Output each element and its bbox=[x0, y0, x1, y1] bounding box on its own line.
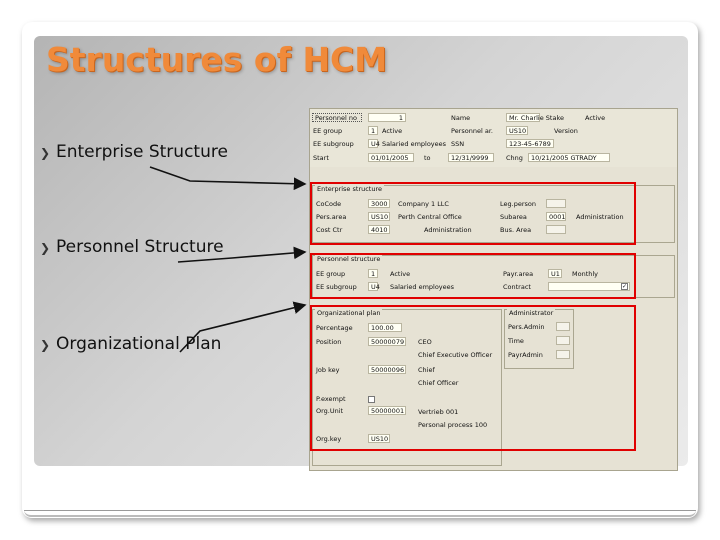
status-text: Active bbox=[585, 114, 606, 122]
contract-label: Contract bbox=[503, 283, 531, 291]
costctr-field: 4010 bbox=[368, 225, 390, 234]
cocode-label: CoCode bbox=[316, 200, 342, 208]
orgkey-field: US10 bbox=[368, 434, 390, 443]
eegroup-code: 1 bbox=[368, 126, 378, 135]
name-label: Name bbox=[451, 114, 471, 122]
eegroup-text: Active bbox=[382, 127, 403, 135]
admin-item-time: Time bbox=[508, 337, 524, 345]
administrator-title: Administrator bbox=[509, 309, 554, 317]
ps-eesubgroup-label: EE subgroup bbox=[316, 283, 357, 291]
position-text2: Chief Executive Officer bbox=[418, 351, 493, 359]
payrarea-label: Payr.area bbox=[503, 270, 534, 278]
payrarea-text: Monthly bbox=[572, 270, 599, 278]
costctr-text: Administration bbox=[424, 226, 472, 234]
chng-label: Chng bbox=[506, 154, 523, 162]
subarea-text: Administration bbox=[576, 213, 624, 221]
busarea-label: Bus. Area bbox=[500, 226, 532, 234]
pernr-label: Personnel no bbox=[312, 113, 362, 122]
jobkey-label: Job key bbox=[316, 366, 340, 374]
enterprise-structure-title: Enterprise structure bbox=[317, 185, 382, 193]
jobkey-field: 50000096 bbox=[368, 365, 406, 374]
pernr-field[interactable]: 1 bbox=[368, 113, 406, 122]
percentage-field[interactable]: 100.00 bbox=[368, 323, 402, 332]
bullet-label: Enterprise Structure bbox=[56, 142, 228, 162]
orgunit-label: Org.Unit bbox=[316, 407, 344, 415]
arrow-enterprise bbox=[150, 167, 305, 184]
subarea-field: 0001 bbox=[546, 212, 566, 221]
cocode-text: Company 1 LLC bbox=[398, 200, 449, 208]
start-field[interactable]: 01/01/2005 bbox=[368, 153, 414, 162]
persarea-label: Personnel ar. bbox=[451, 127, 493, 135]
eesubgroup-code: U4 bbox=[368, 139, 378, 148]
bullet-icon: ❯ bbox=[40, 338, 51, 352]
arrow-personnel bbox=[178, 252, 305, 262]
ps-eegroup-field: 1 bbox=[368, 269, 378, 278]
orgkey-label: Org.key bbox=[316, 435, 342, 443]
payrarea-field: U1 bbox=[548, 269, 562, 278]
ps-eegroup-text: Active bbox=[390, 270, 411, 278]
arrow-orgplan bbox=[180, 305, 305, 352]
legperson-label: Leg.person bbox=[500, 200, 536, 208]
orgunit-text1: Vertrieb 001 bbox=[418, 408, 459, 416]
jobkey-text2: Chief Officer bbox=[418, 379, 459, 387]
eegroup-label: EE group bbox=[313, 127, 343, 135]
chng-field: 10/21/2005 GTRADY bbox=[528, 153, 610, 162]
orgunit-text2: Personal process 100 bbox=[418, 421, 488, 429]
subarea-label: Subarea bbox=[500, 213, 527, 221]
personnel-structure-title: Personnel structure bbox=[317, 255, 381, 263]
jobkey-text1: Chief bbox=[418, 366, 435, 374]
admin-item-payradmin: PayrAdmin bbox=[508, 351, 543, 359]
eesubgroup-text: Salaried employees bbox=[382, 140, 447, 148]
contract-dropdown-icon[interactable]: ✓ bbox=[622, 283, 628, 290]
ssn-label: SSN bbox=[451, 140, 465, 148]
persarea-field: US10 bbox=[506, 126, 528, 135]
ssn-field: 123-45-6789 bbox=[506, 139, 554, 148]
pexempt-label: P.exempt bbox=[316, 395, 346, 403]
position-field[interactable]: 50000079 bbox=[368, 337, 406, 346]
name-field: Mr. Charlie Stake bbox=[506, 113, 540, 122]
eesubgroup-label: EE subgroup bbox=[313, 140, 354, 148]
ps-eesubgroup-text: Salaried employees bbox=[390, 283, 455, 291]
bullet-label: Organizational Plan bbox=[56, 334, 222, 354]
costctr-label: Cost Ctr bbox=[316, 226, 343, 234]
to-field[interactable]: 12/31/9999 bbox=[448, 153, 494, 162]
bullet-label: Personnel Structure bbox=[56, 237, 224, 257]
bullet-icon: ❯ bbox=[40, 241, 51, 255]
persarea-text: Perth Central Office bbox=[398, 213, 462, 221]
persarea-label-2: Pers.area bbox=[316, 213, 347, 221]
to-label: to bbox=[424, 154, 431, 162]
ps-eegroup-label: EE group bbox=[316, 270, 346, 278]
start-label: Start bbox=[313, 154, 329, 162]
position-text1: CEO bbox=[418, 338, 432, 346]
percentage-label: Percentage bbox=[316, 324, 353, 332]
admin-item-persadmin: Pers.Admin bbox=[508, 323, 545, 331]
orgunit-field: 50000001 bbox=[368, 406, 406, 415]
ps-eesubgroup-field: U4 bbox=[368, 282, 378, 291]
version-label: Version bbox=[554, 127, 578, 135]
orgplan-title: Organizational plan bbox=[317, 309, 381, 317]
bullet-icon: ❯ bbox=[40, 146, 51, 160]
slide-title: Structures of HCM bbox=[46, 40, 388, 79]
cocode-field: 3000 bbox=[368, 199, 390, 208]
position-label: Position bbox=[316, 338, 342, 346]
slide-bottom-line bbox=[24, 510, 696, 517]
persarea-field-2: US10 bbox=[368, 212, 390, 221]
